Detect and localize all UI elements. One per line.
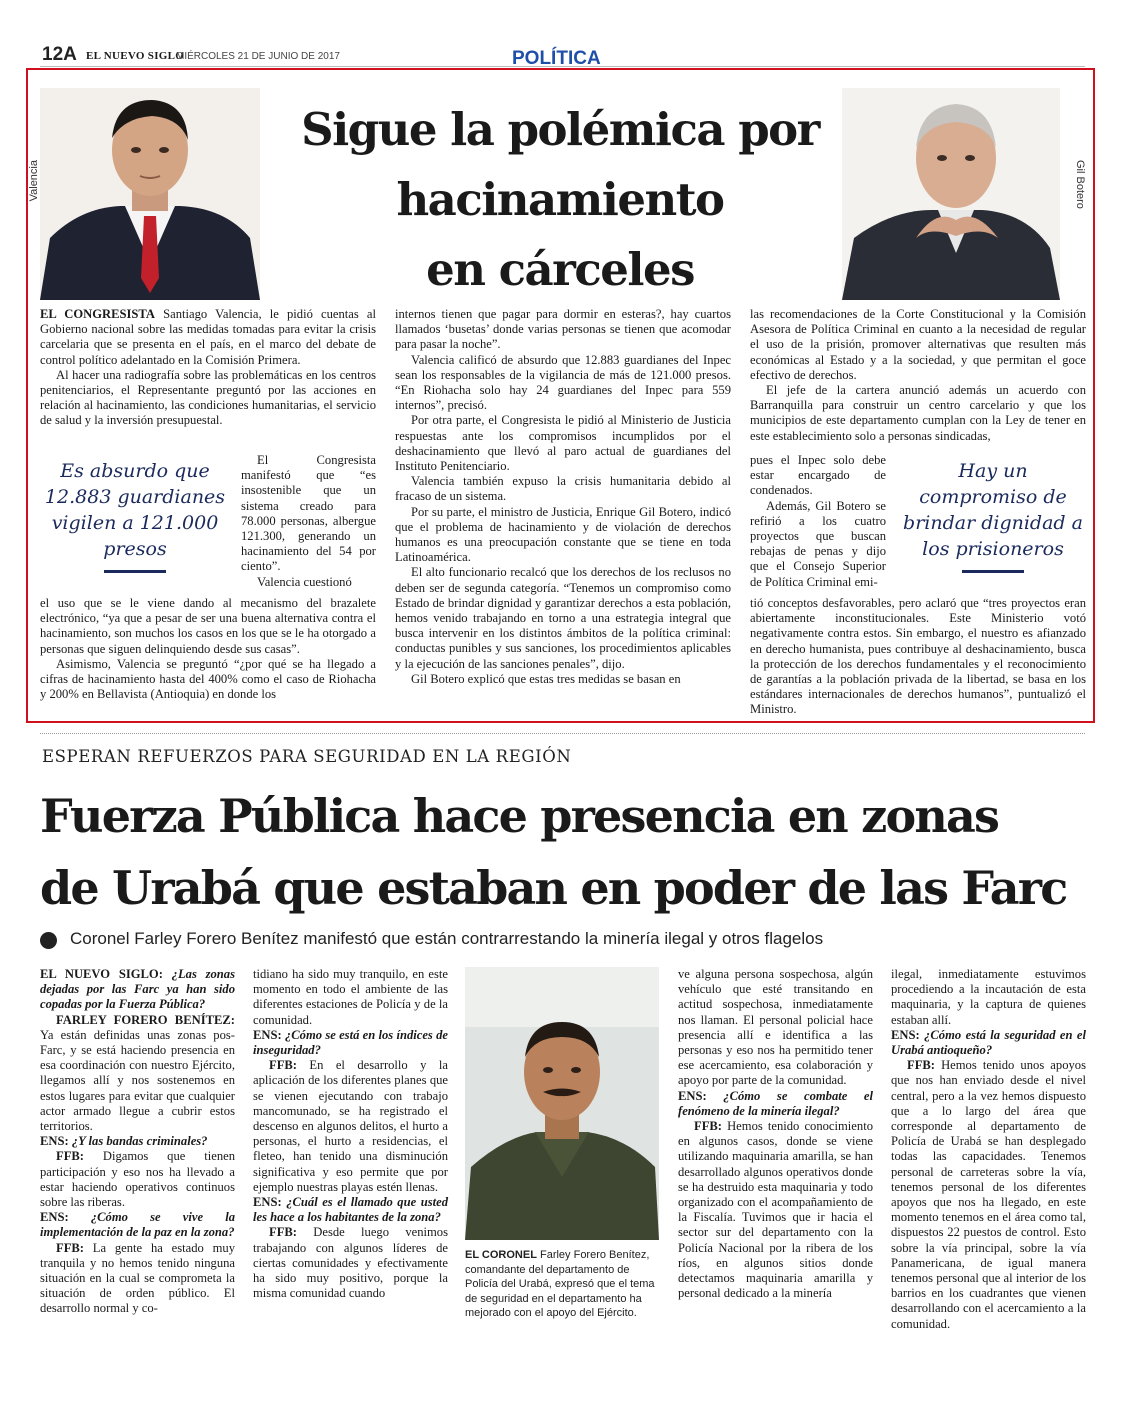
paragraph: El jefe de la cartera anunció además un acuerdo con Barranquilla para construir un centro carcelario y que los municipios de este departamento cumplan con la Ley de tener en este establecimiento solo a personas sindicadas, <box>750 383 1086 443</box>
pull-quote-rule <box>104 570 166 573</box>
answer: tidiano ha sido muy tranquilo, en este momento en todo el ambiente de las diferentes estaciones de Policía y de la comunidad. <box>253 967 448 1027</box>
answer <box>253 1058 448 1195</box>
speaker: ENS: <box>678 1088 707 1103</box>
story1-column-2 <box>395 307 731 687</box>
headline-line: Fuerza Pública hace presencia en zonas <box>40 789 999 843</box>
paragraph: Asimismo, Valencia se preguntó “¿por qué se ha llegado a cifras de hacinamiento hasta del 400% como el caso de Riohacha y 200% en Bellavista (Antioquia) en donde los <box>40 656 376 702</box>
paragraph: Valencia cuestionó <box>257 574 352 589</box>
story2-column-3 <box>678 967 873 1301</box>
answer-text: Ya están definidas unas zonas pos-Farc, y se está haciendo presencia en esa coordinación con nuestro Ejército, llegamos allí y nos sostenemos en estos lugares para evitar que cualquier actor armado llegue a cubrir estos territorios. <box>40 1027 235 1134</box>
question-text: ¿Cómo está la seguridad en el Urabá antioqueño? <box>891 1027 1086 1058</box>
question-text: ¿Y las bandas criminales? <box>68 1134 208 1149</box>
section-label: POLÍTICA <box>512 48 601 69</box>
question-text: ¿Las zonas dejadas por las Farc ya han sido copadas por la Fuerza Pública? <box>40 967 235 1012</box>
kicker: ESPERAN REFUERZOS PARA SEGURIDAD EN LA REGIÓN <box>42 747 572 766</box>
newspaper-name: EL NUEVO SIGLO <box>86 50 185 62</box>
photo-valencia <box>40 88 260 300</box>
answer-text: En el desarrollo y la aplicación de los diferentes planes que se vienen ejecutando con trabajo mancomunado, se ha registrado el descenso en algunos delitos, el hurto a personas, el hurto a residencias, el fleteo, han tenido una disminución significativa y eso permite que por ejemplo nuestras playas estén llenas. <box>253 1058 448 1194</box>
paragraph: pues el Inpec solo debe estar encargado de condenados. <box>750 453 886 498</box>
speaker: ENS: <box>891 1027 920 1042</box>
question-text: ¿Cómo se está en los índices de inseguridad? <box>253 1027 448 1058</box>
paragraph: tió conceptos desfavorables, pero aclaró que “tres proyectos eran abiertamente inconstitucionales. Este Ministerio votó negativamente contra estos. Sin embargo, el nuestro es afianzado en derecho humanista, pues contribuye al deshacinamiento, busca la protección de los derechos fundamentales y el reconocimiento de garantías a la población privada de la libertad, se basa en los estándares internacionales de derechos humanos”, puntualizó el Ministro. <box>750 596 1086 717</box>
headline-line: de Urabá que estaban en poder de las Farc <box>40 861 1067 915</box>
answer-text: Desde luego venimos trabajando con algunos líderes de ciertas comunidades y efectivamente ha sido muy positivo, porque la misma comunidad cuando <box>253 1225 448 1301</box>
question-text: ¿Cómo se combate el fenómeno de la minería ilegal? <box>678 1088 873 1118</box>
photo-gil-botero <box>842 88 1060 300</box>
question <box>40 967 235 1013</box>
headline-story2 <box>40 780 1100 924</box>
story1-column-1-rest <box>40 596 376 702</box>
paragraph: el uso que se le viene dando al mecanismo del brazalete electrónico, “ya que a pesar de ser una buena alternativa contra el hacinamiento, son muchos los casos en los que se le ha otorgado a personas que siguen delinquiendo desde sus casas”. <box>40 596 376 656</box>
story1-column-1-side <box>241 453 376 590</box>
answer <box>40 1149 235 1210</box>
issue-date: MIÉRCOLES 21 DE JUNIO DE 2017 <box>176 51 340 62</box>
paragraph: Valencia también expuso la crisis humanitaria debido al fracaso de un sistema. <box>395 474 731 504</box>
speaker: FFB: <box>56 1149 84 1164</box>
story1-column-3 <box>750 307 1086 444</box>
headline-story1 <box>250 95 870 305</box>
story1-column-3-rest <box>750 596 1086 718</box>
speaker: FFB: <box>694 1119 722 1134</box>
photo-credit-gil-botero: Gil Botero <box>1074 160 1086 209</box>
question <box>40 1134 235 1149</box>
paragraph-text: Santiago Valencia, le pidió cuentas al Gobierno nacional sobre las medidas tomadas para evitar la crisis carcelaria que se presenta en el país, en el marco del debate de control político adelantado en la Comisión Primera. <box>40 307 376 367</box>
answer-text: La gente ha estado muy tranquila y no hemos tenido ninguna situación en la cual se comprometa la situación de orden público. El desarrollo normal y co- <box>40 1240 235 1316</box>
story1-column-3-side <box>750 453 886 590</box>
photo-credit-valencia: Valencia <box>28 160 40 202</box>
story2-column-4 <box>891 967 1086 1332</box>
question <box>253 1195 448 1225</box>
caption-lead: EL CORONEL <box>465 1249 537 1261</box>
answer-text: Hemos tenido unos apoyos que nos han enviado desde el nivel central, pero a la vez hemos dispuesto que a lo largo del área que corresponde al departamento de Policía de Urabá se han desplegado todas las capacidades. Tenemos personal de carreteras sobre la vía, tenemos personal de los diferentes apoyos que nos ha llegado, en este momento tenemos en el área como tal, dispuestos 22 puestos de control. Esto sobre la vía principal, sobre la vía Panamericana, de igual manera tenemos personal que al interior de los barrios en los cuadrantes que vienen desarrollando con el acercamiento a la comunidad. <box>891 1058 1086 1331</box>
speaker: FFB: <box>269 1225 297 1240</box>
paragraph <box>40 307 376 368</box>
paragraph: El alto funcionario recalcó que los derechos de los reclusos no deben ser de segunda categoría. “Tenemos un compromiso como Estado de brindar dignidad y garantizar derechos a esta población, hemos venido trabajando en torno a una estrategia integral que busca intervenir en los distintos ámbitos de la política criminal: conductas punibles y sus sanciones, los procedimientos aplicables y la ejecución de las sanciones penales”, dijo. <box>395 565 731 671</box>
speaker: FFB: <box>907 1058 935 1073</box>
answer <box>253 1225 448 1301</box>
bullet-icon <box>40 932 57 949</box>
story-divider <box>40 733 1085 734</box>
speaker: ENS: <box>253 1195 282 1210</box>
page-folio: 12A <box>42 44 77 65</box>
question-text: ¿Cuál es el llamado que usted les hace a los habitantes de la zona? <box>253 1195 448 1225</box>
question <box>253 1028 448 1058</box>
headline-line: Sigue la polémica por <box>301 103 819 156</box>
paragraph: internos tienen que pagar para dormir en esteras?, hay cuartos llamados ‘busetas’ donde varias personas se tienen que acomodar para pasar la noche”. <box>395 307 731 352</box>
speaker: EL NUEVO SIGLO: <box>40 967 163 981</box>
answer-text: Digamos que tienen participación y eso nos ha llevado a estar haciendo operativos continuos sobre las riberas. <box>40 1149 235 1210</box>
caption-text: Farley Forero Benítez, comandante del departamento de Policía del Urabá, expresó que el tema de seguridad en el departamento ha mejorado con el apoyo del Ejército. <box>465 1249 655 1319</box>
question <box>40 1210 235 1240</box>
header-rule <box>40 66 1085 67</box>
headline-line: hacinamiento <box>396 173 724 226</box>
pull-quote-right: Hay un compromiso de brindar dignidad a los prisioneros <box>903 460 1083 560</box>
answer <box>40 1013 235 1135</box>
answer: ve alguna persona sospechosa, algún vehículo que esté transitando en actitud sospechosa, inmediatamente nos llaman. El personal policial hace presencia allí e identifica a las personas y eso nos ha permitido tener ese acercamiento, esa colaboración y apoyo por parte de la comunidad. <box>678 967 873 1088</box>
question-text: ¿Cómo se vive la implementación de la paz en la zona? <box>40 1210 235 1240</box>
speaker: FFB: <box>269 1058 297 1073</box>
answer-text: Hemos tenido conocimiento en algunos casos, donde se viene utilizando maquinaria amarilla, se han desarrollado algunos operativos donde se ha destruido esta maquinaria y todo organizado con el acompañamiento de la Fiscalía. Tuvimos que ir hacia el sector sur del departamento con la Policía Nacional por la ribera de los ríos, en algunos sitios donde detectamos maquinaria amarilla y personal dedicado a la minería <box>678 1119 873 1301</box>
question <box>678 1089 873 1119</box>
pull-quote-rule <box>962 570 1024 573</box>
paragraph: Valencia calificó de absurdo que 12.883 guardianes del Inpec sean los responsables de la vigilancia de más de 121.000 presos. “En Riohacha solo hay 24 guardianes del Inpec para 559 internos”, precisó. <box>395 352 731 413</box>
answer: ilegal, inmediatamente estuvimos procediendo a la incautación de esta maquinaria, y la captura de quienes estaban allí. <box>891 967 1086 1027</box>
answer <box>678 1119 873 1301</box>
pull-quote-left: Es absurdo que 12.883 guardianes vigilen a 121.000 presos <box>44 460 226 560</box>
speaker: ENS: <box>40 1210 69 1225</box>
story2-column-2 <box>253 967 448 1301</box>
headline-line: en cárceles <box>426 243 694 296</box>
speaker: FFB: <box>56 1240 84 1255</box>
photo-colonel <box>465 967 659 1240</box>
paragraph: las recomendaciones de la Corte Constitucional y la Comisión Asesora de Política Criminal en cuanto a la necesidad de regular el uso de la prisión, promover alternativas que resulten más económicas al Estado y a la sociedad, y que permitan el goce efectivo de derechos. <box>750 307 1086 382</box>
photo-caption <box>465 1248 660 1321</box>
paragraph: Al hacer una radiografía sobre las problemáticas en los centros penitenciarios, el Representante preguntó por las acciones en relación al hacinamiento, las condiciones humanitarias, el servicio de salud y la inversión presupuestal. <box>40 367 376 428</box>
paragraph: Por su parte, el ministro de Justicia, Enrique Gil Botero, indicó que el problema de hacinamiento y de violación de derechos humanos es una preocupación constante que se tiene en toda Latinoamérica. <box>395 504 731 565</box>
paragraph: Por otra parte, el Congresista le pidió al Ministerio de Justicia respuestas ante los compromisos incumplidos por el deshacinamiento que llevó al paro actual de guardianes del Instituto Penitenciario. <box>395 413 731 474</box>
paragraph: Además, Gil Botero se refirió a los cuatro proyectos que buscan rebajas de penas y dijo que el Consejo Superior de Política Criminal emi- <box>750 498 886 589</box>
story1-column-1 <box>40 307 376 429</box>
paragraph: El Congresista manifestó que “es insostenible que un sistema creado para 78.000 personas, albergue 121.300, generando un hacinamiento del 54 por ciento”. <box>241 453 376 574</box>
answer <box>40 1241 235 1317</box>
answer <box>891 1058 1086 1332</box>
speaker: ENS: <box>40 1134 69 1149</box>
story2-column-1 <box>40 967 235 1317</box>
speaker: ENS: <box>253 1027 282 1042</box>
speaker: FARLEY FORERO BENÍTEZ: <box>56 1012 235 1027</box>
subhead: Coronel Farley Forero Benítez manifestó que están contrarrestando la minería ilegal y otros flagelos <box>70 929 824 948</box>
lead-in: EL CONGRESISTA <box>40 307 155 321</box>
paragraph: Gil Botero explicó que estas tres medidas se basan en <box>411 671 681 686</box>
question <box>891 1028 1086 1058</box>
